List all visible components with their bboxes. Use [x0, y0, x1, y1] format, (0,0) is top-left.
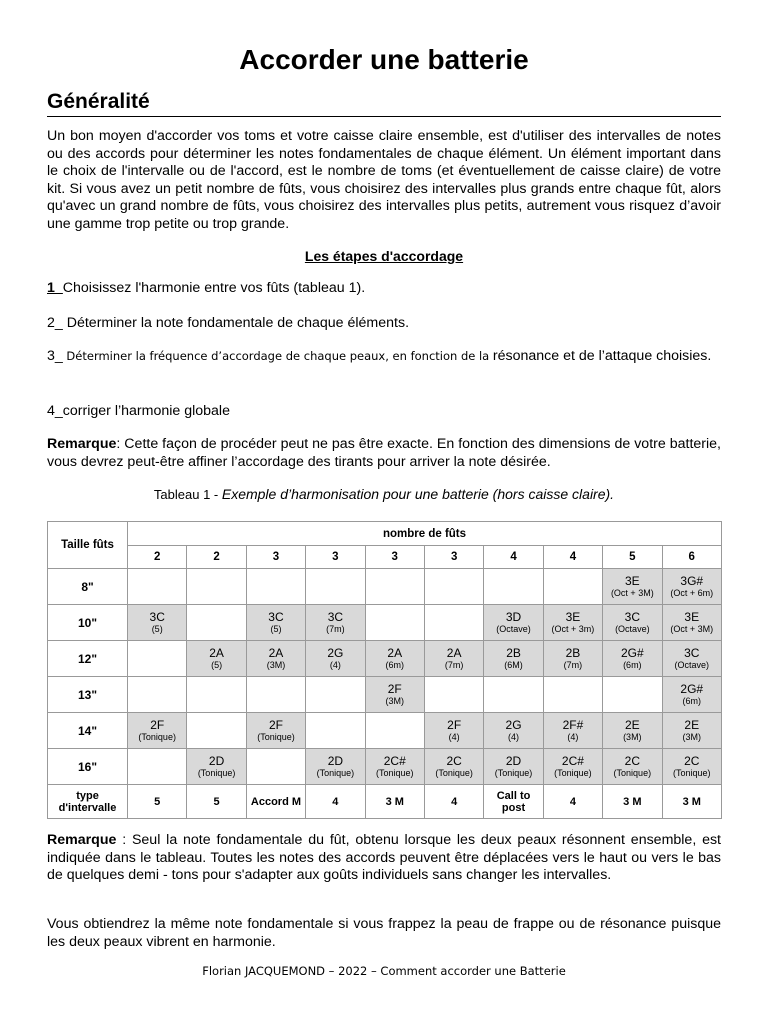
note-cell [603, 713, 662, 749]
note-cell [128, 605, 187, 641]
note-cell [306, 641, 365, 677]
note-value: 3D [505, 609, 522, 624]
note-cell [603, 605, 662, 641]
note-cell [424, 713, 483, 749]
table-caption [0, 486, 768, 502]
empty-cell [246, 749, 305, 785]
interval-value: (Tonique) [494, 767, 533, 778]
interval-value: (Tonique) [435, 767, 473, 778]
note-value: 2C [446, 753, 462, 768]
table-row [48, 749, 722, 785]
note-cell [365, 641, 424, 677]
empty-cell [424, 569, 483, 605]
interval-value: (4) [329, 659, 341, 670]
note-value: 2E [624, 717, 640, 732]
note-value: 2F [150, 717, 165, 732]
interval-value: (7m) [444, 659, 464, 670]
size-header: Taille fûts [48, 522, 128, 569]
remark-2 [47, 832, 721, 885]
drum-size: 8" [48, 569, 128, 605]
empty-cell [365, 569, 424, 605]
empty-cell [424, 677, 483, 713]
note-cell [662, 749, 721, 785]
note-value: 3C [624, 609, 640, 624]
note-cell [424, 749, 483, 785]
note-value: 2C [624, 753, 640, 768]
note-cell [306, 749, 365, 785]
note-value: 2G [327, 645, 344, 660]
note-cell [603, 569, 662, 605]
note-cell [543, 713, 602, 749]
drum-size: 16" [48, 749, 128, 785]
interval-value: (4) [567, 731, 579, 742]
type-cell: 3 M [662, 785, 721, 819]
count-cell: 3 [424, 546, 483, 569]
note-cell [365, 749, 424, 785]
note-cell [662, 677, 721, 713]
note-value: 2E [684, 717, 700, 732]
count-cell: 2 [187, 546, 246, 569]
empty-cell [484, 569, 543, 605]
step-2 [47, 313, 721, 333]
page-footer: Florian JACQUEMOND – 2022 – Comment accorder une Batterie [202, 964, 566, 978]
interval-value: (7m) [326, 623, 345, 634]
note-cell [484, 605, 543, 641]
note-cell [484, 641, 543, 677]
intro-paragraph: Un bon moyen d'accorder vos toms et votre caisse claire ensemble, est d'utiliser des intervalles de notes ou des accords pour déterminer les notes fondamentales de chaque élément. Un élément important dans le choix de l'intervalle ou de l'accord, est le nombre de toms (et éventuellement de caisse claire) de votre kit. Si vous avez un petit nombre de fûts, vous choisirez des intervalles plus grands entre chaque fût, alors qu'avec un grand nombre de fûts, vous choisirez des intervalles plus petits, autrement vous risquez d’avoir une gamme trop petite ou trop grande. [47, 128, 721, 232]
empty-cell [246, 677, 305, 713]
drum-size: 12" [48, 641, 128, 677]
note-cell [187, 641, 246, 677]
note-cell [662, 569, 721, 605]
interval-value: (Tonique) [316, 767, 355, 778]
type-cell: 3 M [603, 785, 662, 819]
note-value: 3E [624, 573, 640, 588]
table-row [48, 641, 722, 677]
interval-value: (Tonique) [672, 767, 711, 778]
step-number: 3_ [47, 348, 63, 364]
empty-cell [187, 605, 246, 641]
note-cell [484, 749, 543, 785]
type-cell: 5 [128, 785, 187, 819]
empty-cell [365, 605, 424, 641]
count-cell: 4 [543, 546, 602, 569]
empty-cell [128, 569, 187, 605]
note-value: 3C [268, 609, 284, 624]
type-cell: 4 [306, 785, 365, 819]
note-cell [128, 713, 187, 749]
table-row [48, 677, 722, 713]
note-value: 2A [446, 645, 462, 660]
note-cell [306, 605, 365, 641]
remark-label: Remarque [47, 832, 117, 848]
note-cell [187, 749, 246, 785]
note-value: 3E [565, 609, 581, 624]
empty-cell [484, 677, 543, 713]
note-value: 2F [447, 717, 462, 732]
empty-cell [306, 569, 365, 605]
type-cell: 4 [543, 785, 602, 819]
empty-cell [306, 713, 365, 749]
note-value: 3E [684, 609, 700, 624]
interval-value: (5) [211, 659, 223, 670]
empty-cell [187, 677, 246, 713]
note-value: 2B [565, 645, 581, 660]
empty-cell [543, 677, 602, 713]
interval-value: (3M) [385, 695, 404, 706]
note-cell [543, 641, 602, 677]
empty-cell [128, 641, 187, 677]
table-row [48, 713, 722, 749]
remark-1 [47, 436, 721, 471]
empty-cell [246, 569, 305, 605]
note-value: 2B [506, 645, 521, 660]
empty-cell [128, 749, 187, 785]
note-value: 2C# [383, 753, 406, 768]
note-value: 3G# [680, 573, 704, 588]
note-value: 2F# [562, 717, 584, 732]
interval-value: (Tonique) [554, 767, 592, 778]
harmonization-table [47, 521, 722, 819]
step-text: Choisissez l'harmonie entre vos fûts (tableau 1). [62, 280, 366, 296]
section-heading: Généralité [47, 88, 721, 117]
steps-title: Les étapes d'accordage [304, 248, 464, 264]
interval-value: (3M) [682, 731, 701, 742]
interval-value: (Tonique) [138, 731, 176, 742]
step-1 [47, 278, 721, 298]
interval-value: (Octave) [496, 623, 531, 634]
note-value: 2D [505, 753, 522, 768]
note-cell [543, 605, 602, 641]
note-value: 2D [208, 753, 225, 768]
count-cell: 2 [128, 546, 187, 569]
type-cell: Call to post [484, 785, 543, 819]
type-cell: 4 [424, 785, 483, 819]
interval-value: (6m) [385, 659, 404, 670]
empty-cell [306, 677, 365, 713]
step-text: corriger l’harmonie globale [62, 403, 230, 419]
type-cell: 5 [187, 785, 246, 819]
interval-value: (3M) [266, 659, 286, 670]
interval-value: (Oct + 3m) [551, 623, 595, 634]
note-cell [662, 641, 721, 677]
remark-text: : Cette façon de procéder peut ne pas être exacte. En fonction des dimensions de votre batterie, vous devrez peut-être affiner l’accordage des tirants pour arriver la note désirée. [47, 436, 721, 470]
drum-size: 14" [48, 713, 128, 749]
remark-text: : Seul la note fondamentale du fût, obtenu lorsque les deux peaux résonnent ensemble, est indiquée dans le tableau. Toutes les notes des accords peuvent être déplacées vers le haut ou vers le bas de quelques demi - tons pour s'adapter aux goûts individuels sans changer les intervalles. [47, 832, 721, 883]
type-cell: Accord M [246, 785, 305, 819]
step-text: Déterminer la note fondamentale de chaque éléments. [62, 315, 410, 331]
interval-value: (6M) [504, 659, 523, 670]
note-value: 3C [684, 645, 700, 660]
interval-value: (Tonique) [375, 767, 414, 778]
caption-text: Exemple d’harmonisation pour une batterie (hors caisse claire). [221, 486, 615, 502]
empty-cell [128, 677, 187, 713]
interval-value: (Oct + 3M) [670, 623, 714, 634]
note-value: 2C [684, 753, 700, 768]
table-row [48, 605, 722, 641]
type-header: type d'intervalle [48, 785, 128, 819]
step-text-small: Déterminer la fréquence d’accordage de chaque peaux, en fonction de la [62, 349, 493, 363]
note-cell [543, 749, 602, 785]
interval-value: (Octave) [674, 659, 710, 670]
interval-value: (Tonique) [197, 767, 236, 778]
step-4 [47, 401, 721, 421]
note-value: 2D [327, 753, 344, 768]
note-value: 3C [149, 609, 165, 624]
interval-value: (Oct + 3M) [610, 587, 654, 598]
interval-value: (4) [508, 731, 520, 742]
empty-cell [365, 713, 424, 749]
interval-value: (Tonique) [613, 767, 652, 778]
count-cell: 5 [603, 546, 662, 569]
interval-value: (5) [151, 623, 163, 634]
note-value: 2F [268, 717, 283, 732]
interval-value: (5) [270, 623, 282, 634]
note-cell [662, 713, 721, 749]
drum-size: 13" [48, 677, 128, 713]
interval-value: (7m) [563, 659, 583, 670]
note-cell [424, 641, 483, 677]
page-title: Accorder une batterie [239, 44, 529, 75]
empty-cell [187, 569, 246, 605]
interval-value: (Tonique) [257, 731, 295, 742]
step-number: 4_ [47, 403, 63, 419]
count-cell: 3 [365, 546, 424, 569]
note-value: 2A [268, 645, 284, 660]
interval-value: (Oct + 6m) [670, 587, 714, 598]
count-cell: 3 [306, 546, 365, 569]
note-value: 2G# [620, 645, 644, 660]
note-cell [484, 713, 543, 749]
note-value: 2A [387, 645, 403, 660]
step-number: 1_ [47, 280, 63, 296]
note-cell [246, 605, 305, 641]
note-cell [662, 605, 721, 641]
interval-value: (6m) [623, 659, 642, 670]
table-row [48, 569, 722, 605]
caption-prefix: Tableau 1 - [153, 487, 222, 502]
count-header: nombre de fûts [128, 522, 722, 546]
note-value: 2C# [561, 753, 584, 768]
interval-value: (3M) [623, 731, 642, 742]
note-cell [603, 749, 662, 785]
count-cell: 6 [662, 546, 721, 569]
step-3 [47, 346, 721, 366]
empty-cell [543, 569, 602, 605]
note-cell [365, 677, 424, 713]
note-value: 2G# [680, 681, 704, 696]
interval-value: (6m) [682, 695, 701, 706]
note-value: 2G [505, 717, 522, 732]
note-value: 2F [387, 681, 402, 696]
interval-type-row [48, 785, 722, 819]
drum-size: 10" [48, 605, 128, 641]
note-value: 2A [209, 645, 224, 660]
interval-value: (Octave) [615, 623, 650, 634]
type-cell: 3 M [365, 785, 424, 819]
empty-cell [187, 713, 246, 749]
note-cell [603, 641, 662, 677]
count-cell: 4 [484, 546, 543, 569]
empty-cell [603, 677, 662, 713]
note-value: 3C [327, 609, 344, 624]
count-cell: 3 [246, 546, 305, 569]
remark-label: Remarque [47, 436, 117, 452]
step-text: résonance et de l’attaque choisies. [492, 348, 712, 364]
note-cell [246, 641, 305, 677]
closing-paragraph: Vous obtiendrez la même note fondamentale si vous frappez la peau de frappe ou de résonance puisque les deux peaux vibrent en harmonie. [47, 916, 721, 950]
step-number: 2_ [47, 315, 63, 331]
interval-value: (4) [448, 731, 460, 742]
note-cell [246, 713, 305, 749]
empty-cell [424, 605, 483, 641]
